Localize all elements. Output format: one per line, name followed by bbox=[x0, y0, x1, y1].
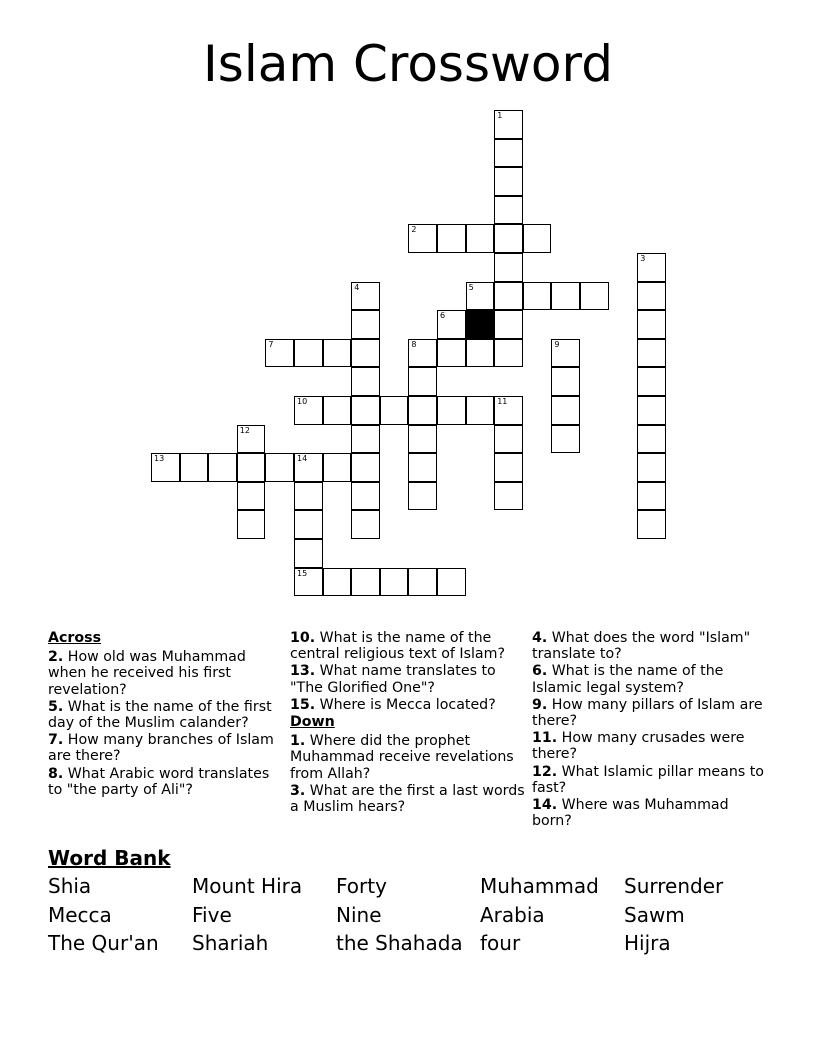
word-bank-word: Forty bbox=[336, 874, 387, 898]
grid-cell[interactable] bbox=[408, 568, 437, 597]
word-bank-word: Five bbox=[192, 902, 232, 927]
clue-num: 11. bbox=[532, 730, 558, 747]
word-bank-word: Nine bbox=[336, 902, 382, 927]
clue-text: What name translates to "The Glorified One"? bbox=[290, 663, 496, 696]
grid-cell[interactable] bbox=[351, 453, 380, 482]
clue bbox=[532, 663, 772, 695]
across-heading: Across bbox=[48, 630, 102, 646]
grid-cell[interactable] bbox=[551, 282, 580, 311]
grid-cell[interactable] bbox=[494, 425, 523, 454]
word-bank-word: Surrender bbox=[624, 874, 724, 898]
clue-num: 2. bbox=[48, 649, 64, 666]
clue-num: 14. bbox=[532, 797, 558, 814]
grid-cell[interactable] bbox=[265, 453, 294, 482]
grid-cell[interactable] bbox=[494, 139, 523, 168]
clue bbox=[48, 649, 283, 698]
grid-cell[interactable] bbox=[494, 482, 523, 511]
grid-cell[interactable] bbox=[323, 339, 352, 368]
clue-num: 4. bbox=[532, 630, 548, 646]
grid-cell[interactable] bbox=[637, 310, 666, 339]
grid-cell[interactable] bbox=[523, 282, 552, 311]
word-bank-word: Sawm bbox=[624, 902, 685, 927]
clue bbox=[532, 797, 772, 829]
grid-cell[interactable] bbox=[294, 539, 323, 568]
clues-column-3 bbox=[532, 630, 772, 830]
grid-cell[interactable] bbox=[351, 396, 380, 425]
word-bank-word: Shariah bbox=[192, 931, 269, 955]
clue-num: 15. bbox=[290, 696, 316, 713]
clue bbox=[290, 733, 525, 782]
grid-cell[interactable] bbox=[466, 396, 495, 425]
grid-cell[interactable] bbox=[294, 453, 323, 482]
grid-cell[interactable] bbox=[494, 253, 523, 282]
grid-cell[interactable] bbox=[494, 339, 523, 368]
clue-number: 13 bbox=[154, 454, 165, 464]
grid-cell[interactable] bbox=[265, 339, 294, 368]
clue-text: Where was Muhammad born? bbox=[532, 797, 729, 830]
grid-cell[interactable] bbox=[294, 510, 323, 539]
grid-cell[interactable] bbox=[351, 482, 380, 511]
grid-cell[interactable] bbox=[637, 339, 666, 368]
clue-number: 12 bbox=[239, 425, 250, 435]
grid-cell[interactable] bbox=[437, 224, 466, 253]
grid-cell[interactable] bbox=[323, 453, 352, 482]
black-cell bbox=[466, 310, 495, 339]
clue-text: What Islamic pillar means to fast? bbox=[532, 763, 764, 796]
word-bank-row bbox=[48, 930, 768, 959]
grid-cell[interactable] bbox=[466, 224, 495, 253]
clue-number: 14 bbox=[297, 454, 308, 464]
grid-cell[interactable] bbox=[637, 453, 666, 482]
clue-num: 10. bbox=[290, 630, 316, 646]
clue-num: 5. bbox=[48, 698, 64, 715]
clue-number: 3 bbox=[640, 254, 646, 263]
grid-cell[interactable] bbox=[494, 224, 523, 253]
word-bank-title: Word Bank bbox=[48, 846, 171, 870]
word-bank-word: Mount Hira bbox=[192, 874, 303, 898]
down-heading: Down bbox=[290, 714, 335, 731]
clue-text: Where is Mecca located? bbox=[315, 696, 496, 713]
word-bank-row bbox=[48, 873, 768, 902]
clues-column-2 bbox=[290, 630, 525, 816]
grid-cell[interactable] bbox=[351, 367, 380, 396]
word-bank-word: Muhammad bbox=[480, 874, 599, 898]
clue-number: 8 bbox=[411, 339, 417, 349]
clue-text: Where did the prophet Muhammad receive revelations from Allah? bbox=[290, 733, 514, 782]
grid-cell[interactable] bbox=[494, 167, 523, 196]
grid-cell[interactable] bbox=[551, 396, 580, 425]
clue-text: What is the name of the first day of the Muslim calander? bbox=[48, 698, 272, 732]
clue-text: What is the name of the central religious text of Islam? bbox=[290, 630, 505, 663]
clue bbox=[48, 699, 283, 731]
clue-num: 8. bbox=[48, 765, 64, 782]
clue-number: 5 bbox=[468, 282, 474, 292]
grid-cell[interactable] bbox=[237, 425, 266, 454]
grid-cell[interactable] bbox=[380, 396, 409, 425]
clue-text: How many branches of Islam are there? bbox=[48, 732, 274, 765]
word-bank-row bbox=[48, 902, 768, 931]
grid-cell[interactable] bbox=[437, 568, 466, 597]
grid-cell[interactable] bbox=[580, 282, 609, 311]
grid-cell[interactable] bbox=[551, 425, 580, 454]
grid-cell[interactable] bbox=[237, 482, 266, 511]
grid-cell[interactable] bbox=[294, 568, 323, 597]
grid-cell[interactable] bbox=[551, 367, 580, 396]
word-bank-word: four bbox=[480, 931, 521, 955]
clue-text: What are the first a last words a Muslim hears? bbox=[290, 782, 525, 816]
grid-cell[interactable] bbox=[466, 282, 495, 311]
grid-cell[interactable] bbox=[637, 510, 666, 539]
clue-num: 3. bbox=[290, 782, 306, 799]
word-bank bbox=[48, 873, 768, 959]
clue-num: 6. bbox=[532, 663, 548, 680]
grid-cell[interactable] bbox=[351, 510, 380, 539]
grid-cell[interactable] bbox=[208, 453, 237, 482]
grid-cell[interactable] bbox=[323, 396, 352, 425]
grid-cell[interactable] bbox=[237, 453, 266, 482]
grid-cell[interactable] bbox=[408, 339, 437, 368]
grid-cell[interactable] bbox=[437, 396, 466, 425]
grid-cell[interactable] bbox=[351, 310, 380, 339]
word-bank-word: Mecca bbox=[48, 902, 112, 927]
clue bbox=[290, 783, 525, 815]
clue-text: How many crusades were there? bbox=[532, 730, 745, 763]
grid-cell[interactable] bbox=[351, 425, 380, 454]
clue bbox=[532, 730, 772, 762]
grid-cell[interactable] bbox=[437, 339, 466, 368]
grid-cell[interactable] bbox=[151, 453, 180, 482]
grid-cell[interactable] bbox=[494, 282, 523, 311]
grid-cell[interactable] bbox=[351, 568, 380, 597]
clue bbox=[48, 766, 283, 798]
grid-cell[interactable] bbox=[551, 339, 580, 368]
clue-text: What is the name of the Islamic legal system? bbox=[532, 663, 724, 696]
clue-number: 10 bbox=[297, 397, 308, 406]
clue-num: 1. bbox=[290, 733, 306, 750]
grid-cell[interactable] bbox=[408, 224, 437, 253]
grid-cell[interactable] bbox=[637, 425, 666, 454]
clue bbox=[532, 764, 772, 796]
clue-number: 4 bbox=[354, 282, 360, 292]
grid-cell[interactable] bbox=[408, 425, 437, 454]
grid-cell[interactable] bbox=[637, 396, 666, 425]
clue bbox=[290, 663, 525, 695]
clue-number: 9 bbox=[554, 339, 560, 349]
grid-cell[interactable] bbox=[637, 282, 666, 311]
clue-text: How many pillars of Islam are there? bbox=[532, 696, 763, 730]
word-bank-word: The Qur'an bbox=[48, 931, 159, 955]
clue-num: 13. bbox=[290, 663, 316, 680]
clue-number: 7 bbox=[268, 339, 274, 349]
page-title: Islam Crossword bbox=[203, 35, 613, 93]
grid-cell[interactable] bbox=[437, 310, 466, 339]
clue-number: 15 bbox=[297, 568, 308, 578]
grid-cell[interactable] bbox=[494, 396, 523, 425]
clue bbox=[532, 697, 772, 729]
clue-text: What does the word "Islam" translate to? bbox=[532, 630, 751, 663]
clue bbox=[532, 630, 772, 662]
word-bank-word: the Shahada bbox=[336, 931, 463, 955]
clue-number: 6 bbox=[440, 311, 446, 321]
word-bank-word: Hijra bbox=[624, 931, 671, 955]
grid-cell[interactable] bbox=[323, 568, 352, 597]
grid-cell[interactable] bbox=[637, 253, 666, 282]
clue-num: 12. bbox=[532, 763, 558, 780]
down-clue-list bbox=[290, 733, 525, 815]
grid-cell[interactable] bbox=[637, 482, 666, 511]
clue bbox=[290, 697, 525, 713]
clue-number: 1 bbox=[497, 111, 503, 120]
grid-cell[interactable] bbox=[180, 453, 209, 482]
down-clue-list-cont bbox=[532, 630, 772, 829]
clue-number: 11 bbox=[497, 397, 508, 406]
grid-cell[interactable] bbox=[408, 367, 437, 396]
clue-text: How old was Muhammad when he received his first revelation? bbox=[48, 649, 246, 698]
grid-cell[interactable] bbox=[494, 110, 523, 139]
word-bank-word: Shia bbox=[48, 874, 92, 898]
word-bank-word: Arabia bbox=[480, 902, 545, 927]
grid-cell[interactable] bbox=[523, 224, 552, 253]
grid-cell[interactable] bbox=[294, 482, 323, 511]
clue-text: What Arabic word translates to "the party of Ali"? bbox=[48, 765, 270, 798]
grid-cell[interactable] bbox=[494, 453, 523, 482]
clue-number: 2 bbox=[411, 225, 417, 235]
across-clue-list bbox=[48, 649, 283, 798]
grid-cell[interactable] bbox=[637, 367, 666, 396]
clue-num: 9. bbox=[532, 696, 548, 713]
clue bbox=[290, 630, 525, 662]
grid-cell[interactable] bbox=[494, 196, 523, 225]
grid-cell[interactable] bbox=[380, 568, 409, 597]
clue bbox=[48, 732, 283, 764]
clues-column-1 bbox=[48, 630, 283, 799]
grid-cell[interactable] bbox=[294, 339, 323, 368]
across-clue-list-cont bbox=[290, 630, 525, 713]
grid-cell[interactable] bbox=[408, 482, 437, 511]
grid-cell[interactable] bbox=[237, 510, 266, 539]
grid-cell[interactable] bbox=[494, 310, 523, 339]
grid-cell[interactable] bbox=[408, 453, 437, 482]
grid-cell[interactable] bbox=[294, 396, 323, 425]
clue-num: 7. bbox=[48, 732, 64, 749]
grid-cell[interactable] bbox=[408, 396, 437, 425]
grid-cell[interactable] bbox=[351, 282, 380, 311]
grid-cell[interactable] bbox=[466, 339, 495, 368]
grid-cell[interactable] bbox=[351, 339, 380, 368]
